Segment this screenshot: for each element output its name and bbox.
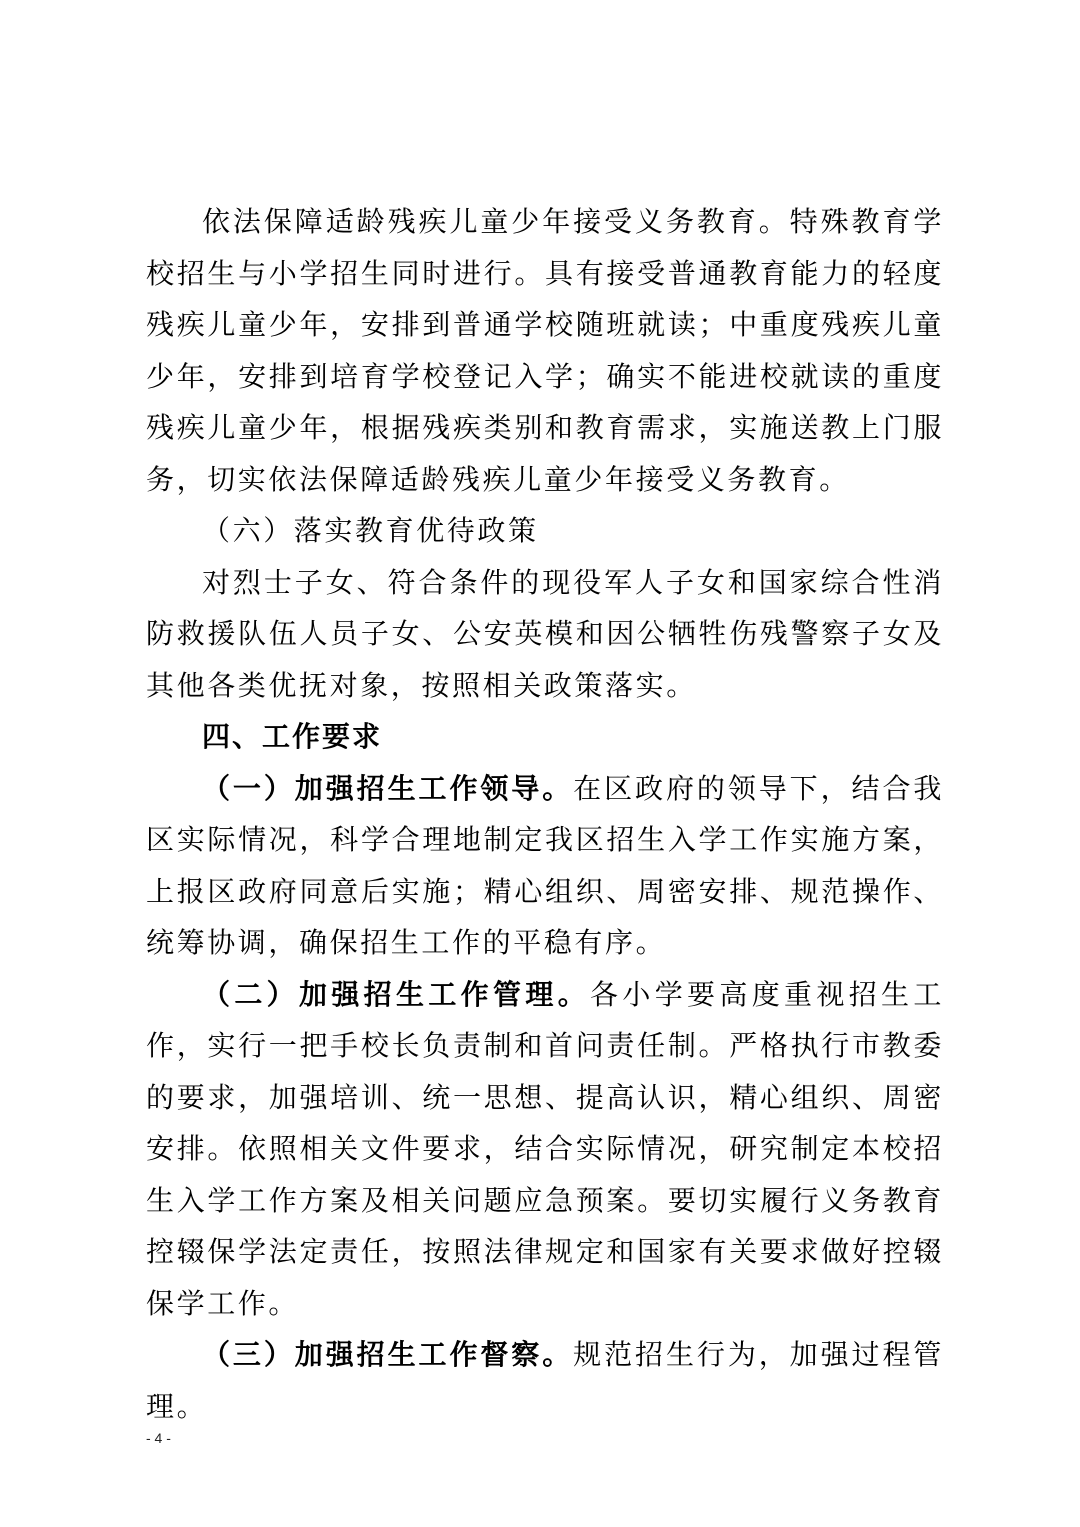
requirement-lead-management: （二）加强招生工作管理。 [202,977,591,1011]
requirement-text-supervision: 规范招生行为，加强过程管理。 [146,1338,945,1423]
requirement-text-leadership: 在区政府的领导下，结合我区实际情况，科学合理地制定我区招生入学工作实施方案，上报区政府同意后实施；精心组织、周密安排、规范操作、统筹协调，确保招生工作的平稳有序。 [146,771,945,959]
section-heading-work-requirements: 四、工作要求 [202,720,383,753]
paragraph-requirement-leadership [146,763,944,969]
paragraph-requirement-supervision [146,1329,944,1432]
paragraph-requirement-management [146,969,944,1330]
subheading-preferential-policy: （六）落实教育优待政策 [202,514,539,547]
document-body [146,196,944,1432]
paragraph-disabled-children: 依法保障适龄残疾儿童少年接受义务教育。特殊教育学校招生与小学招生同时进行。具有接受普通教育能力的轻度残疾儿童少年，安排到普通学校随班就读；中重度残疾儿童少年，安排到培育学校登记入学；确实不能进校就读的重度残疾儿童少年，根据残疾类别和教育需求，实施送教上门服务，切实依法保障适龄残疾儿童少年接受义务教育。 [146,205,944,496]
requirement-lead-leadership: （一）加强招生工作领导。 [202,771,574,805]
requirement-text-management: 各小学要高度重视招生工作，实行一把手校长负责制和首问责任制。严格执行市教委的要求，加强培训、统一思想、提高认识，精心组织、周密安排。依照相关文件要求，结合实际情况，研究制定本校招生入学工作方案及相关问题应急预案。要切实履行义务教育控辍保学法定责任，按照法律规定和国家有关要求做好控辍保学工作。 [146,977,944,1320]
page-number: - 4 - [146,1430,171,1446]
paragraph-preferential-policy: 对烈士子女、符合条件的现役军人子女和国家综合性消防救援队伍人员子女、公安英模和因公牺牲伤残警察子女及其他各类优抚对象，按照相关政策落实。 [146,565,944,702]
requirement-lead-supervision: （三）加强招生工作督察。 [202,1338,574,1371]
